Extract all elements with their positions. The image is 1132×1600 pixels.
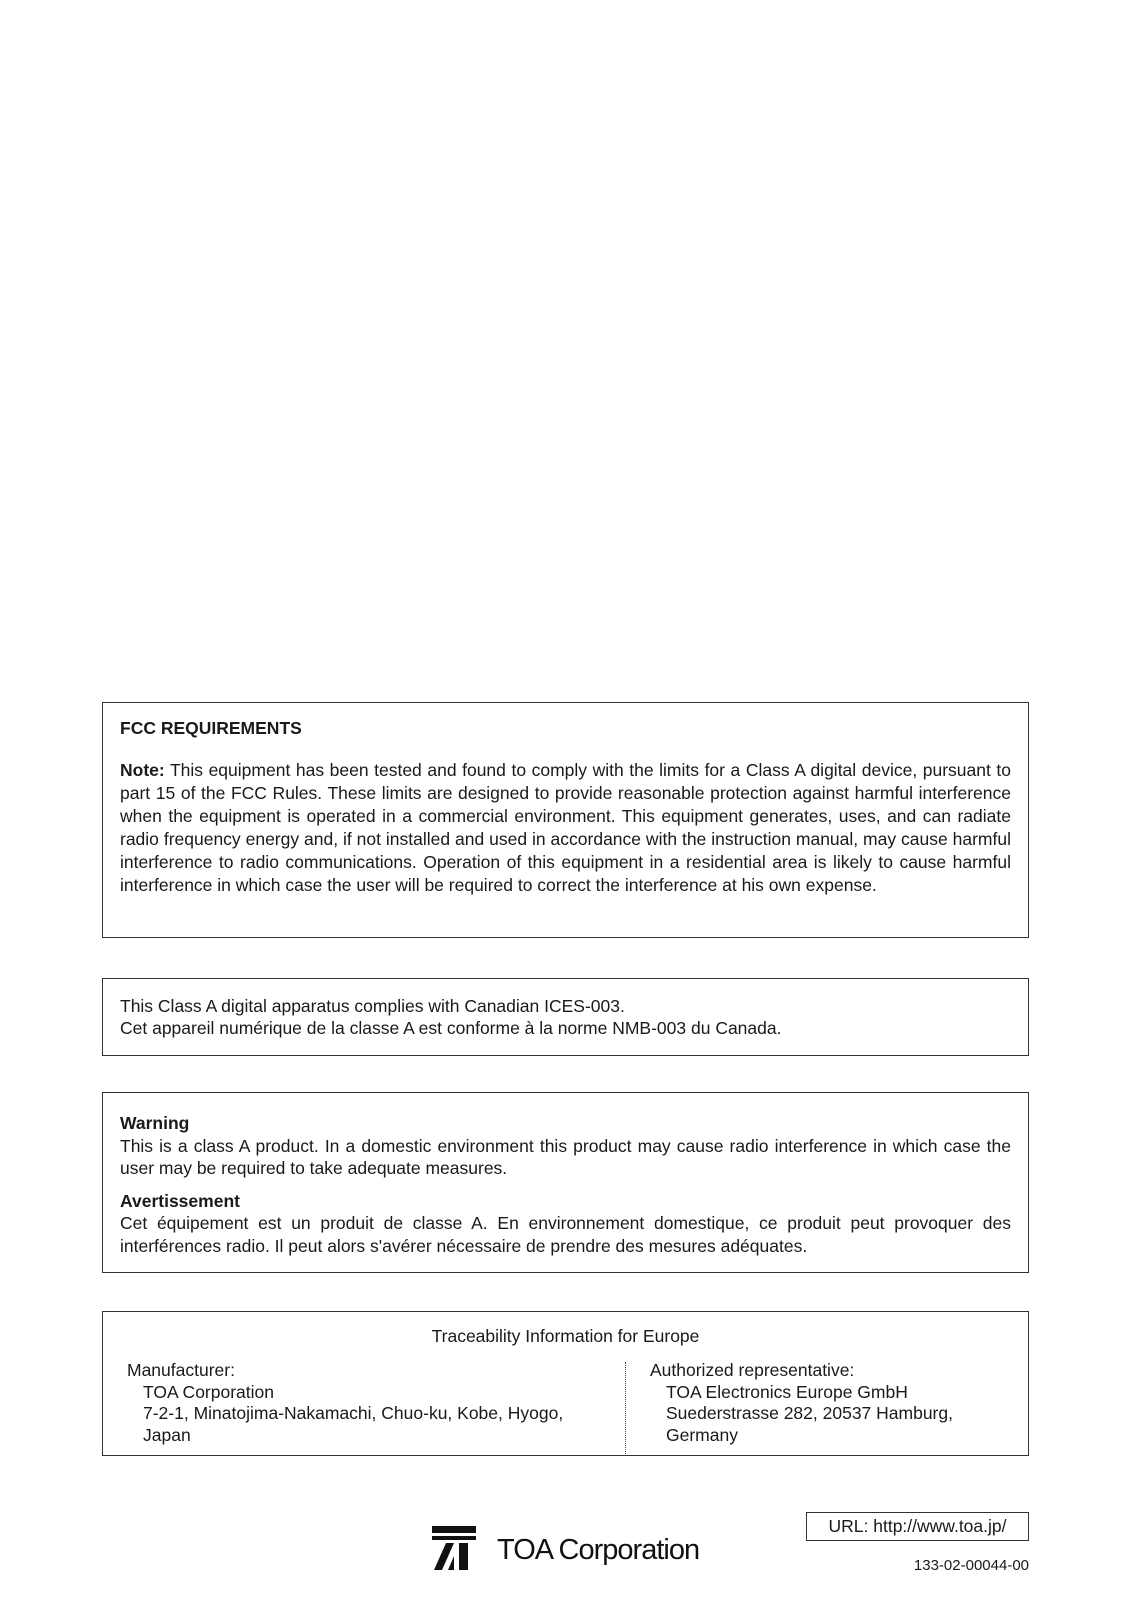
warning-heading: Warning [120, 1113, 190, 1133]
representative-label: Authorized representative: [650, 1360, 855, 1380]
ices-line-english: This Class A digital apparatus complies with Canadian ICES-003. [120, 996, 625, 1016]
traceability-divider [625, 1362, 626, 1454]
ices-line-french: Cet appareil numérique de la classe A est conforme à la norme NMB-003 du Canada. [120, 1018, 782, 1038]
traceability-box [102, 1311, 1029, 1456]
manufacturer-name: TOA Corporation [143, 1381, 274, 1402]
representative-address-line2: Germany [666, 1424, 738, 1445]
fcc-note [120, 759, 1011, 897]
manufacturer-address-line2: Japan [143, 1424, 191, 1445]
fcc-note-text: This equipment has been tested and found to comply with the limits for a Class A digital device, pursuant to part 15 of the FCC Rules. These limits are designed to provide reasonable protection against harmful interference when the equipment is operated in a commercial environment. This equipment generates, uses, and can radiate radio frequency energy and, if not installed and used in accordance with the instruction manual, may cause harmful interference to radio communications. Operation of this equipment in a residential area is likely to cause harmful interference in which case the user will be required to correct the interference at his own expense. [120, 760, 1011, 895]
url-box: URL: http://www.toa.jp/ [806, 1512, 1029, 1541]
traceability-title: Traceability Information for Europe [431, 1326, 700, 1346]
fcc-title: FCC REQUIREMENTS [120, 718, 302, 738]
avertissement-heading: Avertissement [120, 1190, 240, 1211]
warning-box [102, 1092, 1029, 1273]
representative-address-line1: Suederstrasse 282, 20537 Hamburg, [666, 1403, 953, 1423]
representative-name: TOA Electronics Europe GmbH [666, 1381, 908, 1402]
avertissement-text: Cet équipement est un produit de classe A. En environnement domestique, ce produit peut provoquer des interférences radio. Il peut alors s'avérer nécessaire de prendre des mesures adéquates. [120, 1213, 1011, 1256]
fcc-requirements-box [102, 702, 1029, 938]
representative-block [650, 1360, 1020, 1446]
toa-logo-icon [432, 1526, 476, 1570]
manufacturer-label: Manufacturer: [127, 1360, 235, 1380]
document-code: 133-02-00044-00 [913, 1557, 1029, 1574]
fcc-note-label: Note: [120, 760, 165, 780]
manufacturer-address-line1: 7-2-1, Minatojima-Nakamachi, Chuo-ku, Kobe, Hyogo, [143, 1403, 564, 1423]
manufacturer-block [127, 1360, 607, 1446]
ices-compliance-box [102, 978, 1029, 1056]
company-wordmark: TOA Corporation [497, 1534, 700, 1566]
warning-text: This is a class A product. In a domestic environment this product may cause radio interference in which case the user may be required to take adequate measures. [120, 1135, 1011, 1178]
